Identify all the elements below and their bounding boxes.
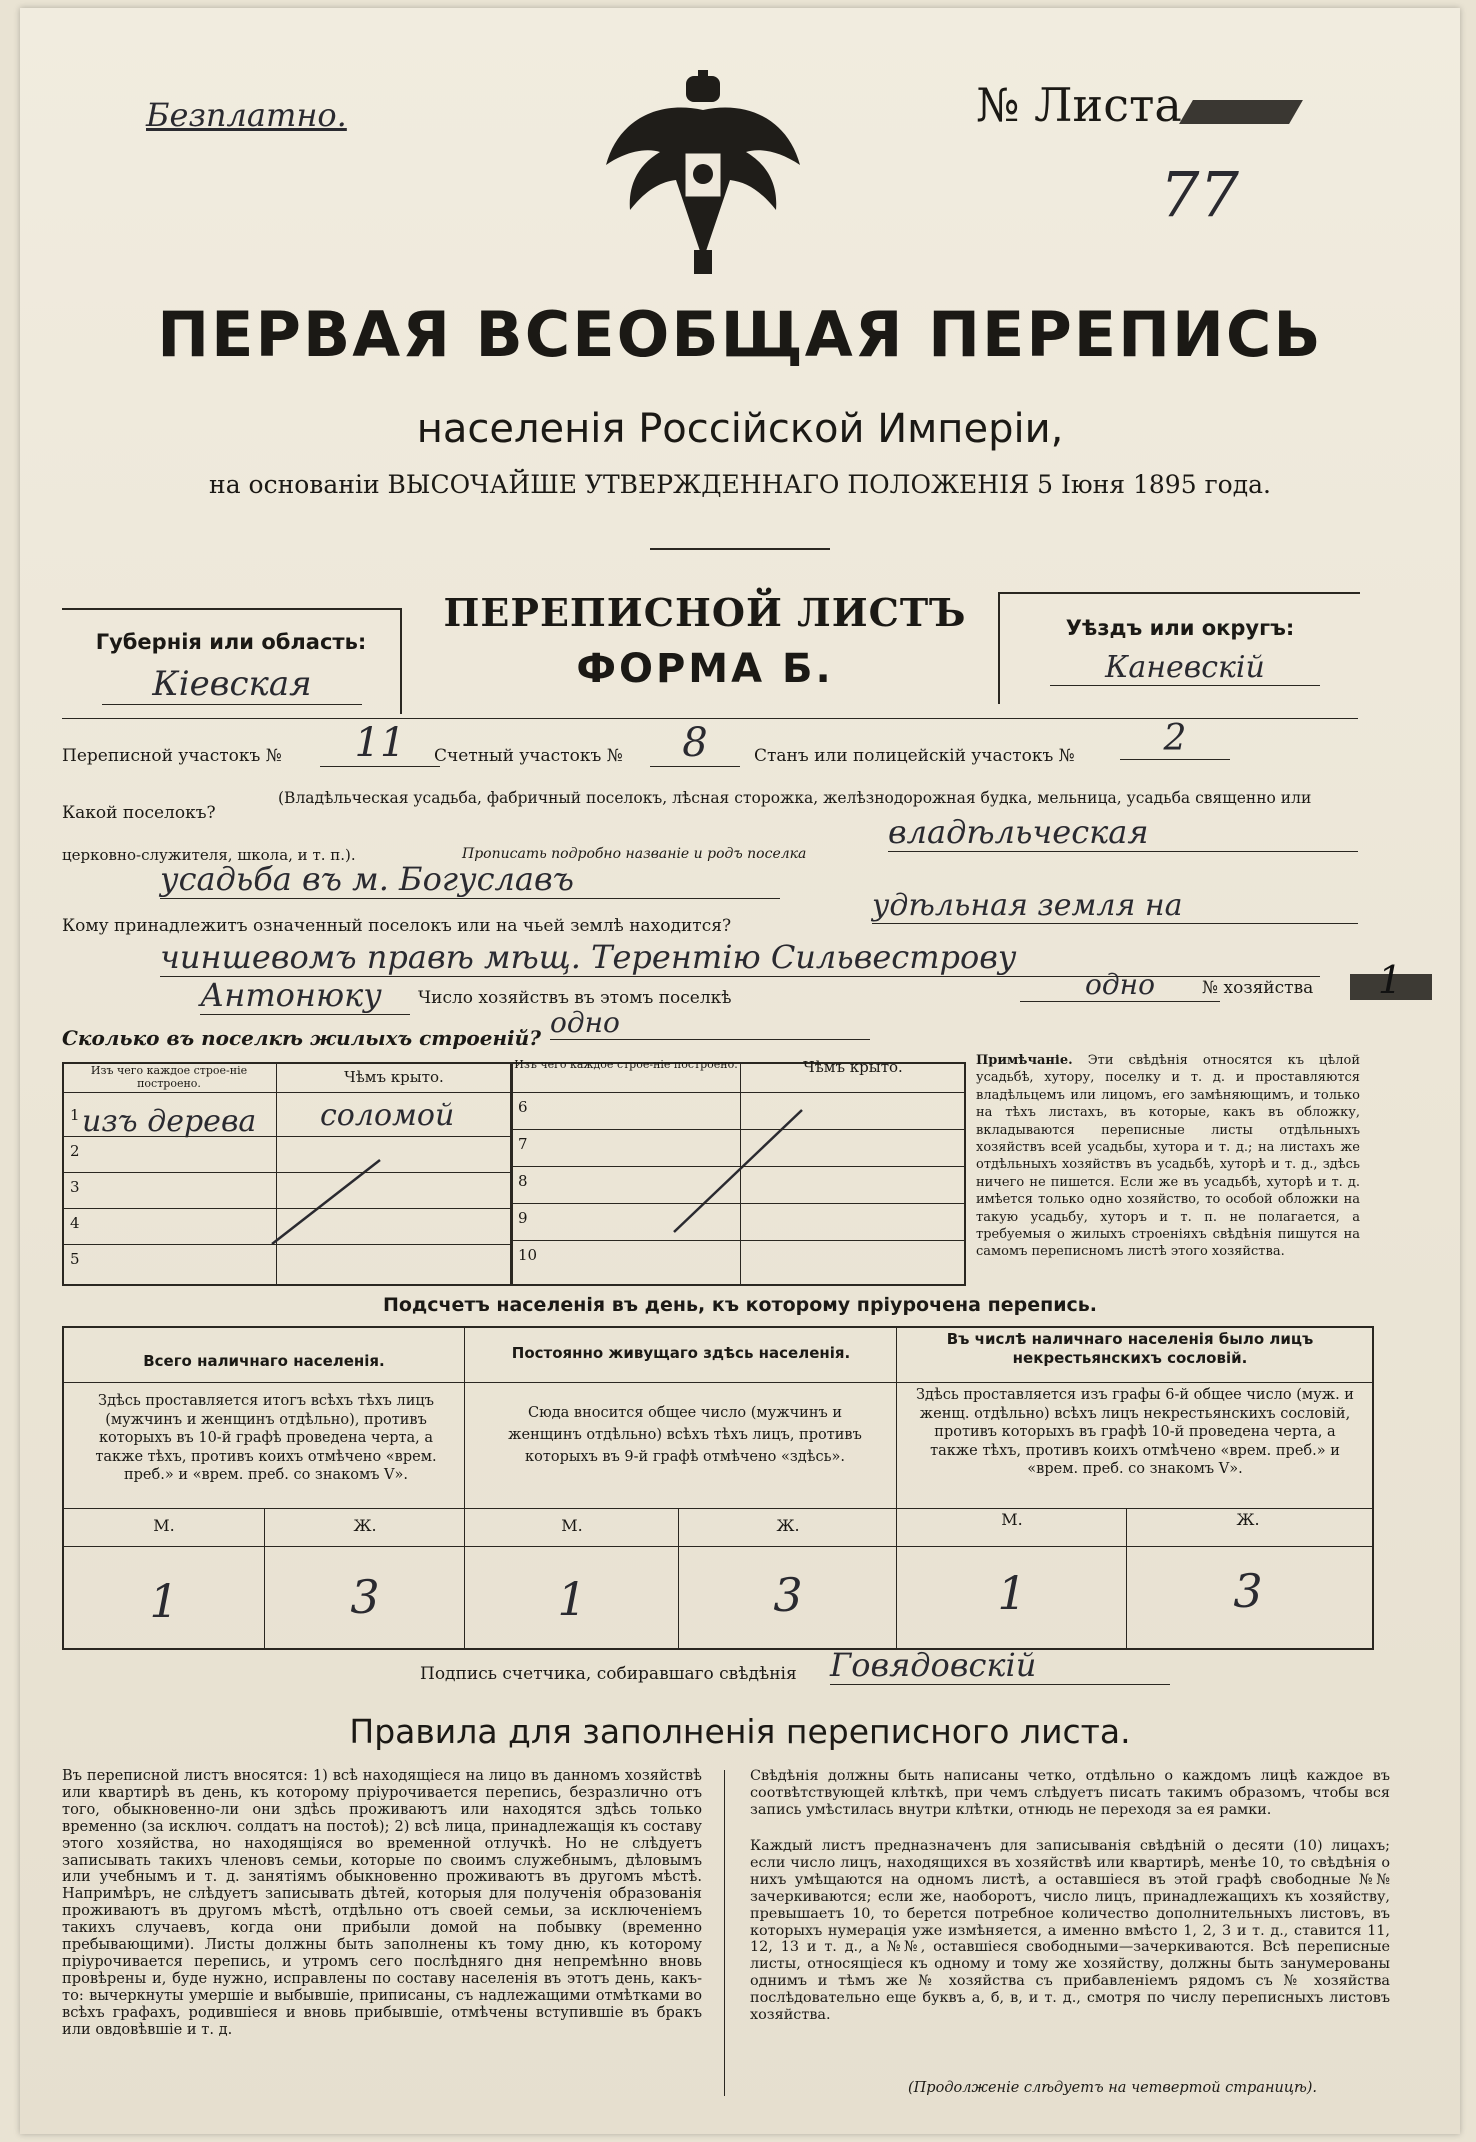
row1-material: изъ дерева: [82, 1104, 257, 1139]
sheet-number-mark: [1179, 100, 1303, 124]
count-col2-female-head: Ж.: [776, 1516, 800, 1535]
count-col3-head: Въ числѣ наличнаго населенія было лицъ некрестьянскихъ сословій.: [946, 1330, 1314, 1367]
count-col3-text: Здѣсь проставляется изъ графы 6-й общее число (муж. и женщ. отдѣльно) всѣхъ лицъ некрестьянскихъ сословій, противъ которыхъ въ графѣ 10-й проведена черта, а также тѣхъ, противъ коихъ отмѣчено «врем. преб.» и «врем. преб. со знакомъ V».: [916, 1387, 1354, 1477]
buildings-row-right-separator: [510, 1203, 966, 1204]
rules-continued: (Продолженіе слѣдуетъ на четвертой страницѣ).: [908, 2080, 1318, 2096]
count-col3-male-value: 1: [997, 1566, 1027, 1620]
rules-right-1: Свѣдѣнія должны быть написаны четко, отдѣльно о каждомъ лицѣ каждое въ соотвѣтствующей клѣткѣ, при чемъ слѣдуетъ писать такимъ образомъ, чтобы вся запись умѣстилась внутри клѣтки, отнюдь не переходя за ея рамки.: [750, 1768, 1390, 1818]
owner-label: Кому принадлежитъ означенный поселокъ или на чьей землѣ находится?: [62, 916, 732, 936]
imperial-eagle-emblem: [598, 70, 808, 280]
count-title: Подсчетъ населенія въ день, къ которому пріурочена перепись.: [382, 1294, 1098, 1316]
note-text: Эти свѣдѣнія относятся къ цѣлой усадьбѣ, хутору, поселку и т. д. и проставляются владѣльцемъ или лицомъ, его замѣняющимъ, и только на тѣхъ листахъ, въ которые, какъ въ обложку, вкладываются переписные листы отдѣльныхъ хозяйствъ всей усадьбы, хутора и т. д.; на листахъ же отдѣльныхъ хозяйствъ въ усадьбѣ, хуторѣ и т. д., здѣсь ничего не пишется. Если же въ усадьбѣ, хуторѣ и т. д. имѣется только одно хозяйство, то особой обложки на такую усадьбу, хуторъ и т. п. не полагается, а требуемыя о жилыхъ строеніяхъ свѣдѣнія пишутся на самомъ переписномъ листѣ этого хозяйства.: [976, 1053, 1360, 1260]
count-col1-female-value: 3: [350, 1570, 380, 1624]
household-number-label: № хозяйства: [1202, 978, 1314, 998]
gubernia-box: [62, 608, 402, 714]
buildings-row-left-separator: [62, 1244, 510, 1245]
buildings-row-right-number: 9: [518, 1209, 528, 1227]
rules-title: Правила для заполненія переписного листа.: [349, 1712, 1131, 1751]
count-col2-male-value: 1: [557, 1572, 587, 1626]
stan-value: 2: [1120, 718, 1230, 760]
buildings-row-right-separator: [510, 1166, 966, 1167]
count-col2-female-value: 3: [773, 1568, 803, 1622]
buildings-row-left-separator: [62, 1172, 510, 1173]
count-district-value: 8: [650, 720, 740, 767]
gubernia-value: Кіевская: [102, 664, 362, 705]
basis-text: на основаніи ВЫСОЧАЙШЕ УТВЕРЖДЕННАГО ПОЛОЖЕНІЯ 5 Іюня 1895 года.: [209, 470, 1271, 499]
census-sheet: [20, 8, 1460, 2134]
gubernia-label: Губернія или область:: [95, 630, 367, 654]
buildings-row-right-number: 10: [518, 1246, 538, 1264]
settlement-value-1: владѣльческая: [888, 813, 1358, 852]
settlement-label: Какой поселокъ?: [62, 803, 216, 823]
count-col3-female-value: 3: [1233, 1564, 1263, 1618]
uezd-value: Каневскій: [1050, 650, 1320, 686]
count-col1-text: Здѣсь проставляется итогъ всѣхъ тѣхъ лицъ (мужчинъ и женщинъ отдѣльно), противъ которыхъ въ 10-й графѣ проведена черта, а также тѣхъ, противъ коихъ отмѣчено «врем. преб.» и «врем. преб. со знакомъ V».: [95, 1393, 437, 1483]
page-title: ПЕРВАЯ ВСЕОБЩАЯ ПЕРЕПИСЬ: [157, 298, 1323, 371]
buildings-row-right-separator: [510, 1240, 966, 1241]
uezd-label: Уѣздъ или округъ:: [1065, 616, 1295, 640]
buildings-row-right-number: 7: [518, 1135, 528, 1153]
buildings-row-left-number: 1: [70, 1106, 80, 1124]
sheet-number-label: № Листа: [976, 78, 1182, 132]
form-heading: ПЕРЕПИСНОЙ ЛИСТЪ: [443, 590, 967, 635]
divider: [650, 548, 830, 550]
households-value: одно: [1020, 968, 1220, 1002]
uezd-box: [998, 592, 1360, 704]
buildings-row-right-number: 8: [518, 1172, 528, 1190]
signature-value: Говядовскій: [830, 1646, 1170, 1685]
count-district-label: Счетный участокъ №: [434, 746, 623, 766]
signature-label: Подпись счетчика, собиравшаго свѣдѣнія: [420, 1664, 797, 1684]
buildings-row-left-number: 4: [70, 1214, 80, 1232]
count-col1-male-value: 1: [149, 1574, 179, 1628]
buildings-row-right-separator: [510, 1129, 966, 1130]
count-col3-male-head: М.: [1001, 1510, 1023, 1529]
rules-right-2: Каждый листъ предназначенъ для записыванія свѣдѣній о десяти (10) лицахъ; если число лицъ, находящихся въ хозяйствѣ или квартирѣ, менѣе 10, то свѣдѣнія о нихъ умѣщаются на одномъ листѣ, а оставшіеся въ этой графѣ свободные №№ зачеркиваются; если же, наоборотъ, число лицъ, принадлежащихъ къ хозяйству, превышаетъ 10, то берется потребное количество дополнительныхъ листовъ, въ которыхъ нумерація уже измѣняется, а именно вмѣсто 1, 2, 3 и т. д., ставится 11, 12, 13 и т. д., а №№, оставшіеся свободными—зачеркиваются. Всѣ переписные листы, относящіеся къ одному и тому же хозяйству, должны быть занумерованы однимъ и тѣмъ же № хозяйства съ прибавленіемъ рядомъ съ № хозяйства послѣдовательно еще буквъ а, б, в, и т. д., смотря по числу переписныхъ листовъ хозяйства.: [750, 1838, 1390, 2024]
buildings-row-left-separator: [62, 1136, 510, 1137]
owner-value-3: Антонюку: [200, 976, 410, 1015]
count-col2-text: Сюда вносится общее число (мужчинъ и женщинъ отдѣльно) всѣхъ тѣхъ лицъ, противъ которыхъ въ 9-й графѣ отмѣчено «здѣсь».: [508, 1405, 862, 1465]
form-name: ФОРМА Б.: [576, 646, 834, 692]
settlement-hint-3: Прописать подробно названіе и родъ поселка: [462, 846, 807, 862]
stan-label: Станъ или полицейскій участокъ №: [754, 746, 1075, 766]
buildings-col-roof-right: Чѣмъ крыто.: [803, 1058, 903, 1076]
buildings-row-left-number: 2: [70, 1142, 80, 1160]
census-district-label: Переписной участокъ №: [62, 746, 282, 766]
count-col3-female-head: Ж.: [1236, 1510, 1260, 1529]
row1-roof: соломой: [320, 1098, 455, 1133]
census-district-value: 11: [320, 720, 440, 767]
households-label: Число хозяйствъ въ этомъ поселкѣ: [418, 988, 732, 1008]
count-col1-male-head: М.: [153, 1516, 175, 1535]
note-label: Примѣчаніе.: [976, 1053, 1073, 1068]
buildings-row-left-number: 3: [70, 1178, 80, 1196]
free-label: Безплатно.: [146, 96, 347, 134]
buildings-strike-lines: [62, 1062, 966, 1286]
count-col1-female-head: Ж.: [353, 1516, 377, 1535]
count-col1-head: Всего наличнаго населенія.: [143, 1352, 385, 1370]
household-number-value: 1: [1377, 958, 1403, 1002]
owner-value-1: удѣльная земля на: [872, 888, 1358, 924]
note-block: [976, 1052, 1360, 1261]
buildings-value: одно: [550, 1006, 870, 1040]
buildings-row-right-number: 6: [518, 1098, 528, 1116]
count-col2-head: Постоянно живущаго здѣсь населенія.: [511, 1344, 851, 1362]
owner-value-2: чиншевомъ правѣ мѣщ. Терентію Сильвестрову: [160, 938, 1320, 977]
buildings-row-left-number: 5: [70, 1250, 80, 1268]
rules-left: Въ переписной листъ вносятся: 1) всѣ находящіеся на лицо въ данномъ хозяйствѣ или квартирѣ въ день, къ которому пріурочивается перепись, безразлично отъ того, обыкновенно-ли они здѣсь проживаютъ или находятся здѣсь только временно (за исключ. солдатъ на постоѣ); 2) всѣ лица, принадлежащія къ составу этого хозяйства, но находящіяся во временной отлучкѣ. Но не слѣдуетъ записывать такихъ членовъ семьи, которые по своимъ служебнымъ, дѣловымъ или учебнымъ и т. д. занятіямъ обыкновенно проживаютъ въ другомъ мѣстѣ. Напримѣръ, не слѣдуетъ записывать дѣтей, которыя для полученія образованія проживаютъ въ другомъ мѣстѣ, отдѣльно отъ своей семьи, за исключеніемъ такихъ случаевъ, когда они прибыли домой на побывку (временно пребывающими). Листы должны быть заполнены къ тому дню, къ которому пріурочивается перепись, и утромъ сего послѣдняго дня непремѣнно вновь провѣрены и, буде нужно, исправлены по составу населенія въ этотъ день, какъ-то: вычеркнуты умершіе и выбывшіе, приписаны, съ надлежащими отмѣтками во всѣхъ графахъ, родившіеся и вновь прибывшіе, отмѣчены вступившіе въ бракъ или овдовѣвшіе и т. д.: [62, 1767, 702, 2038]
sheet-number-value: 77: [1160, 158, 1239, 231]
settlement-value-2: усадьба въ м. Богуславъ: [160, 860, 780, 899]
page-subtitle: населенія Россійской Имперіи,: [416, 406, 1064, 452]
buildings-col-material-left: Изъ чего каждое строе-ніе построено.: [90, 1064, 248, 1090]
buildings-col-material-right: Изъ чего каждое строе-ніе построено.: [514, 1058, 738, 1071]
buildings-col-roof-left: Чѣмъ крыто.: [344, 1068, 444, 1086]
buildings-row-left-separator: [62, 1208, 510, 1209]
settlement-hint: (Владѣльческая усадьба, фабричный поселокъ, лѣсная сторожка, желѣзнодорожная будка, мельница, усадьба священно или: [278, 789, 1312, 807]
count-col2-male-head: М.: [561, 1516, 583, 1535]
settlement-hint-2: церковно-служителя, школа, и т. п.).: [62, 846, 356, 864]
buildings-label: Сколько въ поселкѣ жилыхъ строеній?: [62, 1026, 541, 1050]
